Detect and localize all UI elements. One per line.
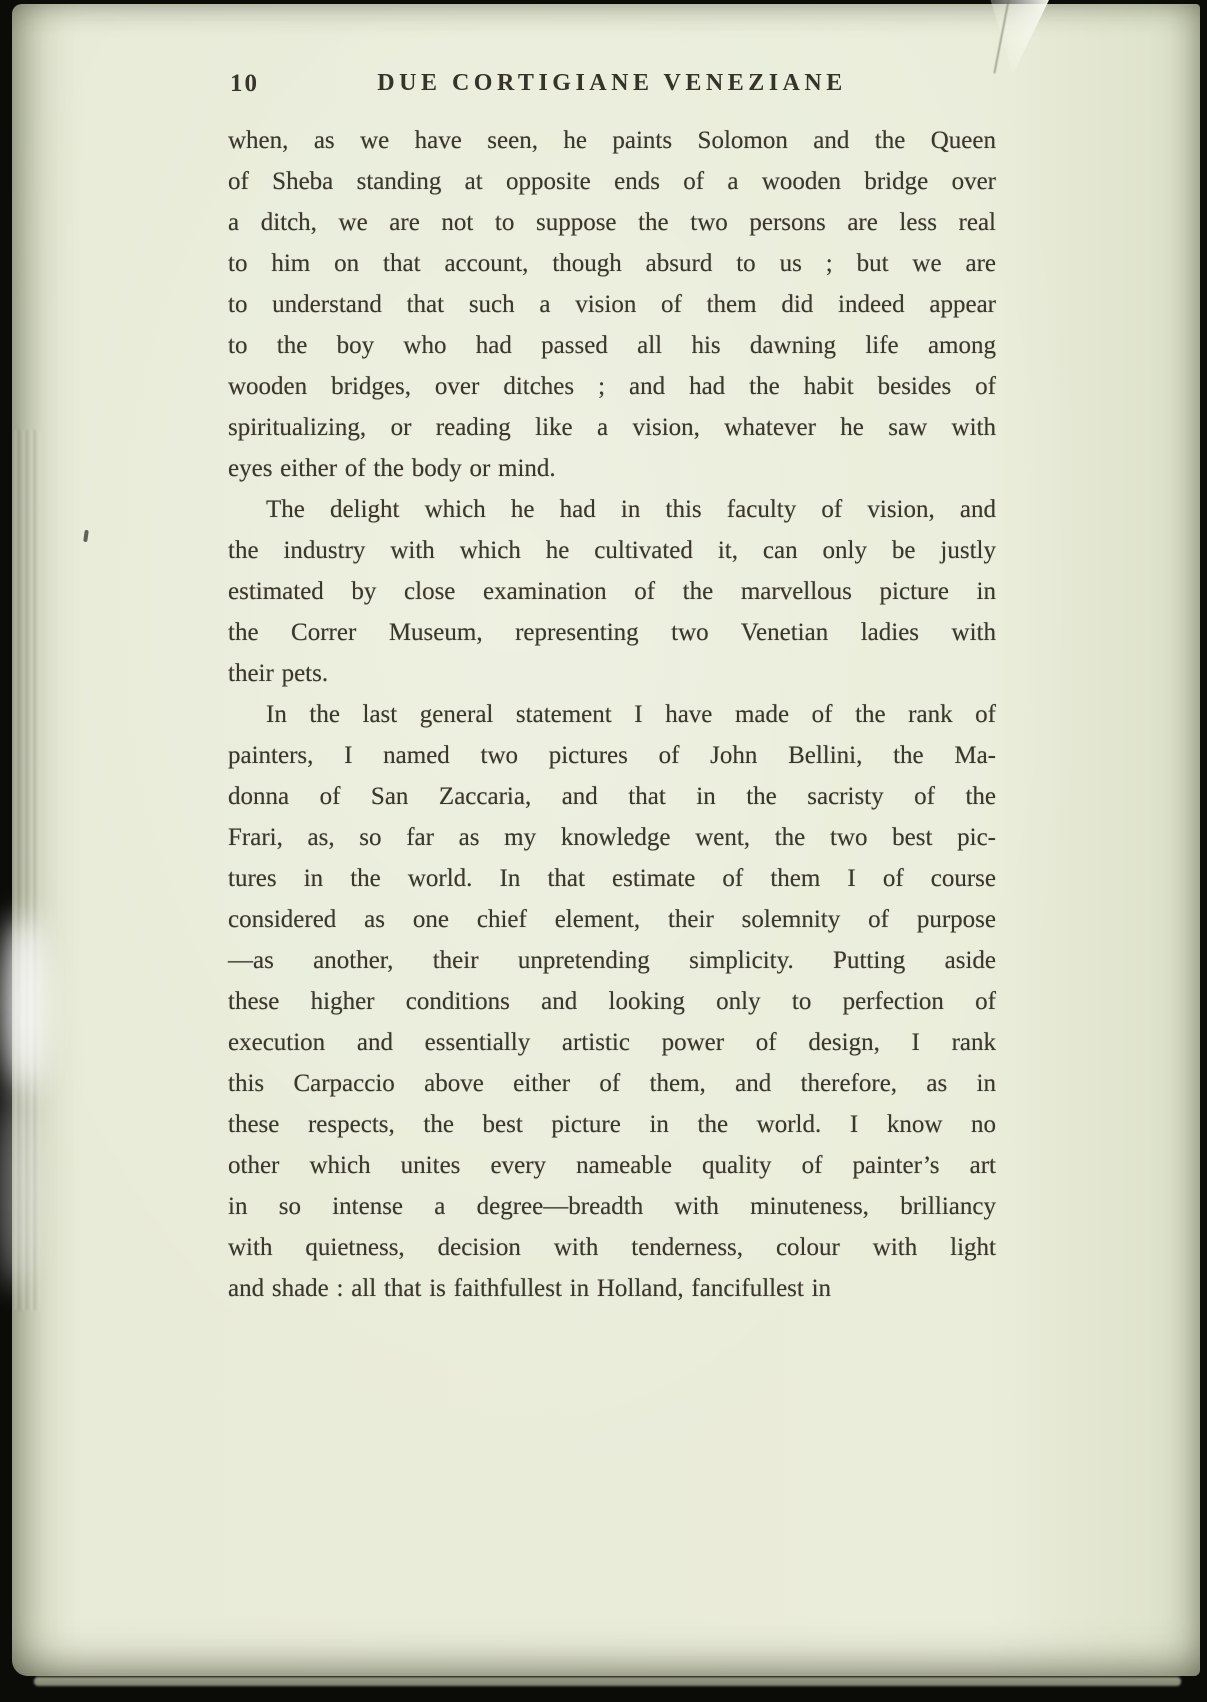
text-line: and shade : all that is faithfullest in Holland, fancifullest in bbox=[228, 1275, 832, 1302]
text-line: the industry with which he cultivated it, can only be justly bbox=[228, 537, 996, 564]
paragraph bbox=[228, 120, 996, 489]
text-line: these respects, the best picture in the world. I know no bbox=[228, 1111, 996, 1138]
text-line: to understand that such a vision of them did indeed appear bbox=[228, 291, 996, 318]
page-edge-highlight-lower bbox=[0, 1090, 36, 1290]
running-header bbox=[228, 64, 996, 100]
text-line: Frari, as, so far as my knowledge went, the two best pic- bbox=[228, 824, 996, 851]
text-line: In the last general statement I have made of the rank of bbox=[266, 701, 996, 728]
text-line: a ditch, we are not to suppose the two persons are less real bbox=[228, 209, 996, 236]
page-edge-highlight bbox=[2, 915, 48, 1095]
text-line: tures in the world. In that estimate of them I of course bbox=[228, 865, 996, 892]
text-line: estimated by close examination of the marvellous picture in bbox=[228, 578, 996, 605]
text-line: to him on that account, though absurd to us ; but we are bbox=[228, 250, 996, 277]
text-line: eyes either of the body or mind. bbox=[228, 455, 556, 482]
text-line: when, as we have seen, he paints Solomon and the Queen bbox=[228, 127, 996, 154]
text-line: their pets. bbox=[228, 660, 329, 687]
text-line: with quietness, decision with tenderness, colour with light bbox=[228, 1234, 996, 1261]
text-line: the Correr Museum, representing two Venetian ladies with bbox=[228, 619, 996, 646]
text-column bbox=[228, 64, 996, 1309]
text-line: The delight which he had in this faculty of vision, and bbox=[266, 496, 996, 523]
text-line: in so intense a degree—breadth with minuteness, brilliancy bbox=[228, 1193, 996, 1220]
text-line: execution and essentially artistic power of design, I rank bbox=[228, 1029, 996, 1056]
text-line: of Sheba standing at opposite ends of a wooden bridge over bbox=[228, 168, 996, 195]
page-body bbox=[228, 120, 996, 1309]
text-line: —as another, their unpretending simplicity. Putting aside bbox=[228, 947, 996, 974]
text-line: donna of San Zaccaria, and that in the sacristy of the bbox=[228, 783, 996, 810]
page-bottom-edge bbox=[34, 1677, 1181, 1686]
text-line: other which unites every nameable quality of painter’s art bbox=[228, 1152, 996, 1179]
text-line: considered as one chief element, their solemnity of purpose bbox=[228, 906, 996, 933]
running-header-title: DUE CORTIGIANE VENEZIANE bbox=[377, 70, 847, 96]
text-line: painters, I named two pictures of John Bellini, the Ma- bbox=[228, 742, 996, 769]
text-line: these higher conditions and looking only to perfection of bbox=[228, 988, 996, 1015]
text-line: to the boy who had passed all his dawning life among bbox=[228, 332, 996, 359]
text-line: spiritualizing, or reading like a vision, whatever he saw with bbox=[228, 414, 996, 441]
text-line: wooden bridges, over ditches ; and had the habit besides of bbox=[228, 373, 996, 400]
paragraph bbox=[228, 489, 996, 694]
text-line: this Carpaccio above either of them, and therefore, as in bbox=[228, 1070, 996, 1097]
paragraph bbox=[228, 694, 996, 1309]
page-number: 10 bbox=[230, 70, 259, 97]
